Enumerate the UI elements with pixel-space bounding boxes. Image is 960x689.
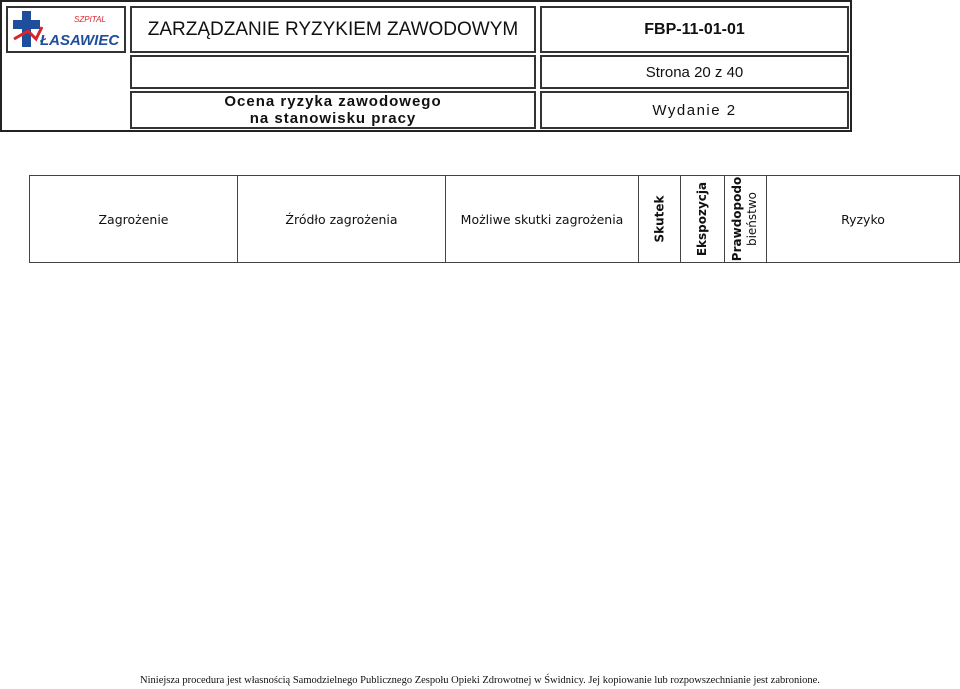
column-probability-label — [731, 177, 761, 261]
column-hazard-source: Źródło zagrożenia — [238, 176, 446, 262]
document-subtitle — [130, 91, 536, 129]
column-risk: Ryzyko — [841, 211, 885, 227]
document-header — [0, 0, 852, 132]
footer-notice: Niniejsza procedura jest własnością Samodzielnego Publicznego Zespołu Opieki Zdrowotnej w Świdnicy. Jej kopiowanie lub rozpowszechnianie jest zabronione. — [140, 675, 820, 686]
hospital-logo-icon — [10, 9, 122, 51]
column-hazard: Zagrożenie — [30, 176, 238, 262]
column-effect — [639, 176, 681, 262]
hospital-logo — [6, 6, 126, 53]
column-effect-label: Skutek — [652, 195, 667, 243]
document-code: FBP-11-01-01 — [540, 6, 849, 53]
blank-cell — [130, 55, 536, 89]
column-possible-effects: Możliwe skutki zagrożenia — [446, 176, 639, 262]
page-number: Strona 20 z 40 — [540, 55, 849, 89]
risk-table-header — [29, 175, 960, 263]
edition-number: Wydanie 2 — [540, 91, 849, 129]
document-title: ZARZĄDZANIE RYZYKIEM ZAWODOWYM — [130, 6, 536, 53]
column-probability-line-1: Prawdopodo — [730, 176, 745, 262]
subtitle-line-2: na stanowisku pracy — [249, 110, 417, 127]
column-exposure-label: Ekspozycja — [695, 181, 710, 257]
column-probability-line-2: bieństwo — [745, 191, 760, 247]
logo-main-text: ŁASAWIEC — [40, 31, 120, 49]
column-exposure — [681, 176, 725, 262]
column-probability — [725, 176, 767, 262]
subtitle-line-1: Ocena ryzyka zawodowego — [224, 93, 442, 110]
logo-small-text: SZPITAL — [74, 14, 106, 24]
